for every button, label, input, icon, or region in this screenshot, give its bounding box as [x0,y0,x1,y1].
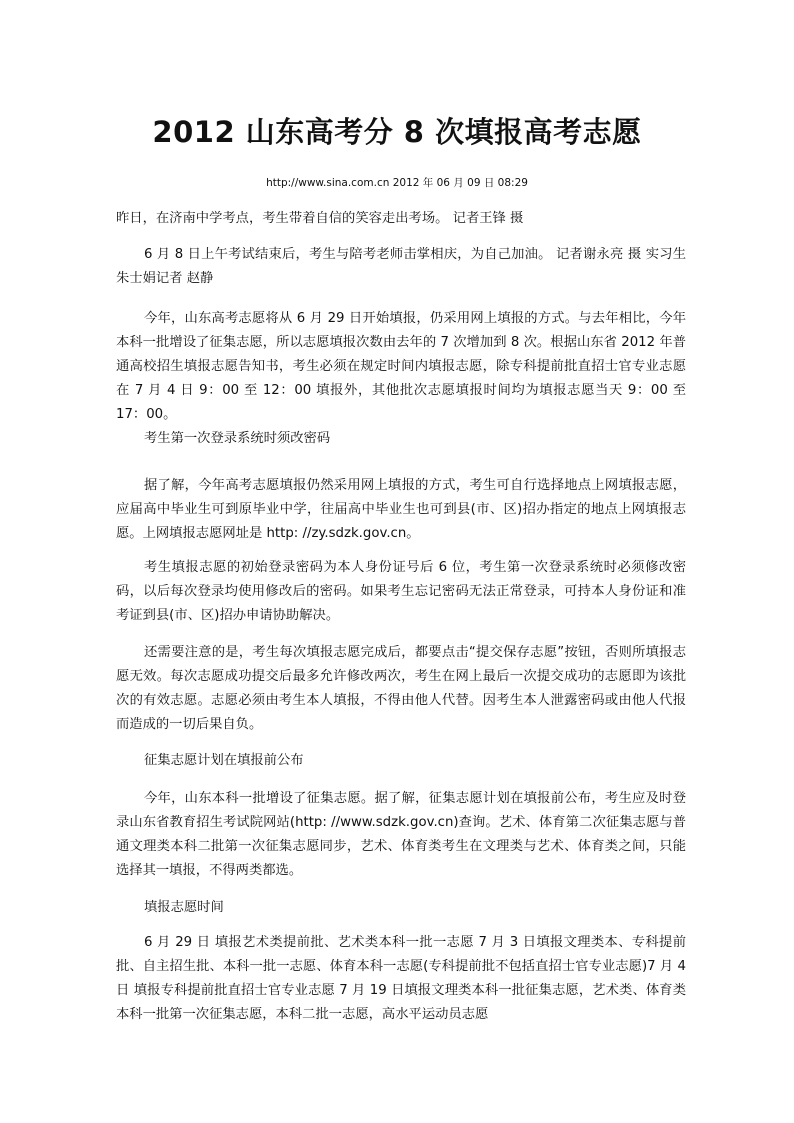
article-title: 2012 山东高考分 8 次填报高考志愿 [152,115,642,149]
paragraph-intro: 今年，山东高考志愿将从 6 月 29 日开始填报，仍采用网上填报的方式。与去年相比，今年本科一批增设了征集志愿，所以志愿填报次数由去年的 7 次增加到 8 次。根据山东省 2012 年普通高校招生填报志愿告知书，考生必须在规定时间内填报志愿，除专科提前批直招士官专业志愿在 7 月 4 日 9：00 至 12：00 填报外，其他批次志愿填报时间均为填报志愿当天 9：00 至 17：00。 [116,311,686,422]
paragraph-photo-caption-2: 6 月 8 日上午考试结束后，考生与陪考老师击掌相庆，为自己加油。 记者谢永亮 摄 实习生 朱士娟记者 赵静 [116,247,686,286]
section-heading-password: 考生第一次登录系统时须改密码 [144,431,331,446]
section-heading-schedule: 填报志愿时间 [144,900,224,915]
paragraph-password: 考生填报志愿的初始登录密码为本人身份证号后 6 位，考生第一次登录系统时必须修改密码，以后每次登录均使用修改后的密码。如果考生忘记密码无法正常登录，可持本人身份证和准考证到县(市、区)招办申请协助解决。 [116,560,686,623]
paragraph-photo-caption-1: 昨日，在济南中学考点，考生带着自信的笑容走出考场。 记者王锋 摄 [116,211,524,226]
section-heading-collection: 征集志愿计划在填报前公布 [144,753,304,768]
article-source-date: http://www.sina.com.cn 2012 年 06 月 09 日 08:29 [266,177,528,189]
paragraph-submit-notice: 还需要注意的是，考生每次填报志愿完成后，都要点击“提交保存志愿”按钮，否则所填报志愿无效。每次志愿成功提交后最多允许修改两次，考生在网上最后一次提交成功的志愿即为该批次的有效志愿。志愿必须由考生本人填报，不得由他人代替。因考生本人泄露密码或由他人代报而造成的一切后果自负。 [116,645,686,732]
paragraph-online-filing: 据了解，今年高考志愿填报仍然采用网上填报的方式，考生可自行选择地点上网填报志愿，应届高中毕业生可到原毕业中学，往届高中毕业生也可到县(市、区)招办指定的地点上网填报志愿。上网填报志愿网址是 http: //zy.sdzk.gov.cn。 [116,478,686,541]
paragraph-collection: 今年，山东本科一批增设了征集志愿。据了解，征集志愿计划在填报前公布，考生应及时登录山东省教育招生考试院网站(http: //www.sdzk.gov.cn)查询。艺术、体育第二次征集志愿与普通文理类本科二批第一次征集志愿同步，艺术、体育类考生在文理类与艺术、体育类之间，只能选择其一填报，不得两类都选。 [116,791,686,878]
paragraph-schedule: 6 月 29 日 填报艺术类提前批、艺术类本科一批一志愿 7 月 3 日填报文理类本、专科提前批、自主招生批、本科一批一志愿、体育本科一志愿(专科提前批不包括直招士官专业志愿)7 月 4 日 填报专科提前批直招士官专业志愿 7 月 19 日填报文理类本科一批征集志愿，艺术类、体育类本科一批第一次征集志愿，本科二批一志愿，高水平运动员志愿 [116,935,686,1022]
